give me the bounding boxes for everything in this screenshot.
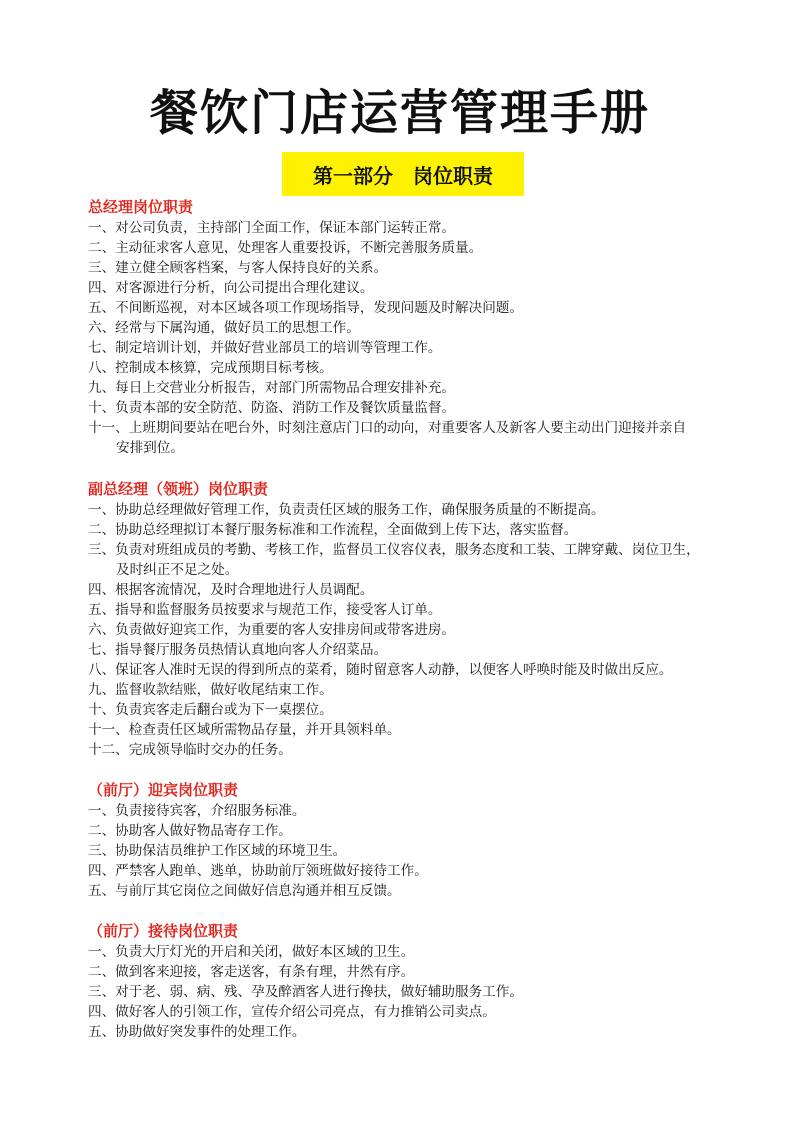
section-title: （前厅）接待岗位职责 bbox=[88, 922, 239, 940]
list-item: 二、主动征求客人意见，处理客人重要投诉，不断完善服务质量。 bbox=[88, 240, 483, 256]
list-item: 五、指导和监督服务员按要求与规范工作，接受客人订单。 bbox=[88, 602, 442, 618]
list-item: 三、建立健全顾客档案，与客人保持良好的关系。 bbox=[88, 260, 388, 276]
list-item: 八、保证客人准时无误的得到所点的菜肴，随时留意客人动静，以便客人呼唤时能及时做出反应。 bbox=[88, 662, 673, 678]
list-item: 五、不间断巡视，对本区域各项工作现场指导，发现问题及时解决问题。 bbox=[88, 300, 523, 316]
list-item: 八、控制成本核算，完成预期目标考核。 bbox=[88, 360, 333, 376]
section-front-hall-greeter bbox=[88, 780, 768, 901]
list-item: 四、严禁客人跑单、逃单，协助前厅领班做好接待工作。 bbox=[88, 863, 428, 879]
list-item: 一、对公司负责，主持部门全面工作，保证本部门运转正常。 bbox=[88, 220, 456, 236]
list-item: 三、协助保洁员维护工作区域的环境卫生。 bbox=[88, 843, 347, 859]
list-item: 七、制定培训计划，并做好营业部员工的培训等管理工作。 bbox=[88, 340, 442, 356]
list-item: 一、负责接待宾客，介绍服务标准。 bbox=[88, 803, 306, 819]
list-item: 一、负责大厅灯光的开启和关闭，做好本区域的卫生。 bbox=[88, 944, 415, 960]
list-item: 三、对于老、弱、病、残、孕及醉酒客人进行搀扶，做好辅助服务工作。 bbox=[88, 984, 523, 1000]
list-item: 十二、完成领导临时交办的任务。 bbox=[88, 742, 292, 758]
list-item: 五、协助做好突发事件的处理工作。 bbox=[88, 1024, 306, 1040]
list-item-line: 十一、上班期间要站在吧台外，时刻注意店门口的动向，对重要客人及新客人要主动出门迎接并亲自 bbox=[88, 420, 687, 436]
list-item: 一、协助总经理做好管理工作，负责责任区域的服务工作，确保服务质量的不断提高。 bbox=[88, 502, 605, 518]
list-item: 四、对客源进行分析，向公司提出合理化建议。 bbox=[88, 280, 374, 296]
list-item-continuation: 及时纠正不足之处。 bbox=[116, 562, 239, 578]
list-item-continuation: 安排到位。 bbox=[116, 440, 184, 456]
list-item: 五、与前厅其它岗位之间做好信息沟通并相互反馈。 bbox=[88, 883, 401, 899]
list-item bbox=[88, 418, 768, 458]
section-title: 总经理岗位职责 bbox=[88, 198, 194, 216]
list-item: 十、负责本部的安全防范、防盗、消防工作及餐饮质量监督。 bbox=[88, 400, 456, 416]
list-item: 十、负责宾客走后翻台或为下一桌摆位。 bbox=[88, 702, 333, 718]
list-item: 四、根据客流情况，及时合理地进行人员调配。 bbox=[88, 582, 374, 598]
section-front-hall-reception bbox=[88, 921, 768, 1042]
section-title: （前厅）迎宾岗位职责 bbox=[88, 781, 239, 799]
section-general-manager bbox=[88, 197, 768, 458]
section-title: 副总经理（领班）岗位职责 bbox=[88, 480, 269, 498]
list-item: 九、每日上交营业分析报告，对部门所需物品合理安排补充。 bbox=[88, 380, 456, 396]
list-item: 九、监督收款结账，做好收尾结束工作。 bbox=[88, 682, 333, 698]
list-item: 四、做好客人的引领工作，宣传介绍公司亮点，有力推销公司卖点。 bbox=[88, 1004, 496, 1020]
document-title: 餐饮门店运营管理手册 bbox=[149, 85, 650, 141]
part-heading-highlight bbox=[282, 152, 524, 196]
section-deputy-manager bbox=[88, 479, 768, 760]
part-heading: 第一部分 岗位职责 bbox=[282, 152, 524, 196]
list-item: 二、协助总经理拟订本餐厅服务标准和工作流程，全面做到上传下达，落实监督。 bbox=[88, 522, 578, 538]
list-item: 二、协助客人做好物品寄存工作。 bbox=[88, 823, 292, 839]
list-item: 七、指导餐厅服务员热情认真地向客人介绍菜品。 bbox=[88, 642, 388, 658]
list-item: 十一、检查责任区域所需物品存量，并开具领料单。 bbox=[88, 722, 401, 738]
list-item: 六、经常与下属沟通，做好员工的思想工作。 bbox=[88, 320, 360, 336]
list-item: 六、负责做好迎宾工作，为重要的客人安排房间或带客进房。 bbox=[88, 622, 456, 638]
list-item: 二、做到客来迎接，客走送客，有条有理，井然有序。 bbox=[88, 964, 415, 980]
list-item-line: 三、负责对班组成员的考勤、考核工作，监督员工仪容仪表，服务态度和工装、工牌穿戴、岗位卫生， bbox=[88, 542, 700, 558]
list-item bbox=[88, 540, 768, 580]
